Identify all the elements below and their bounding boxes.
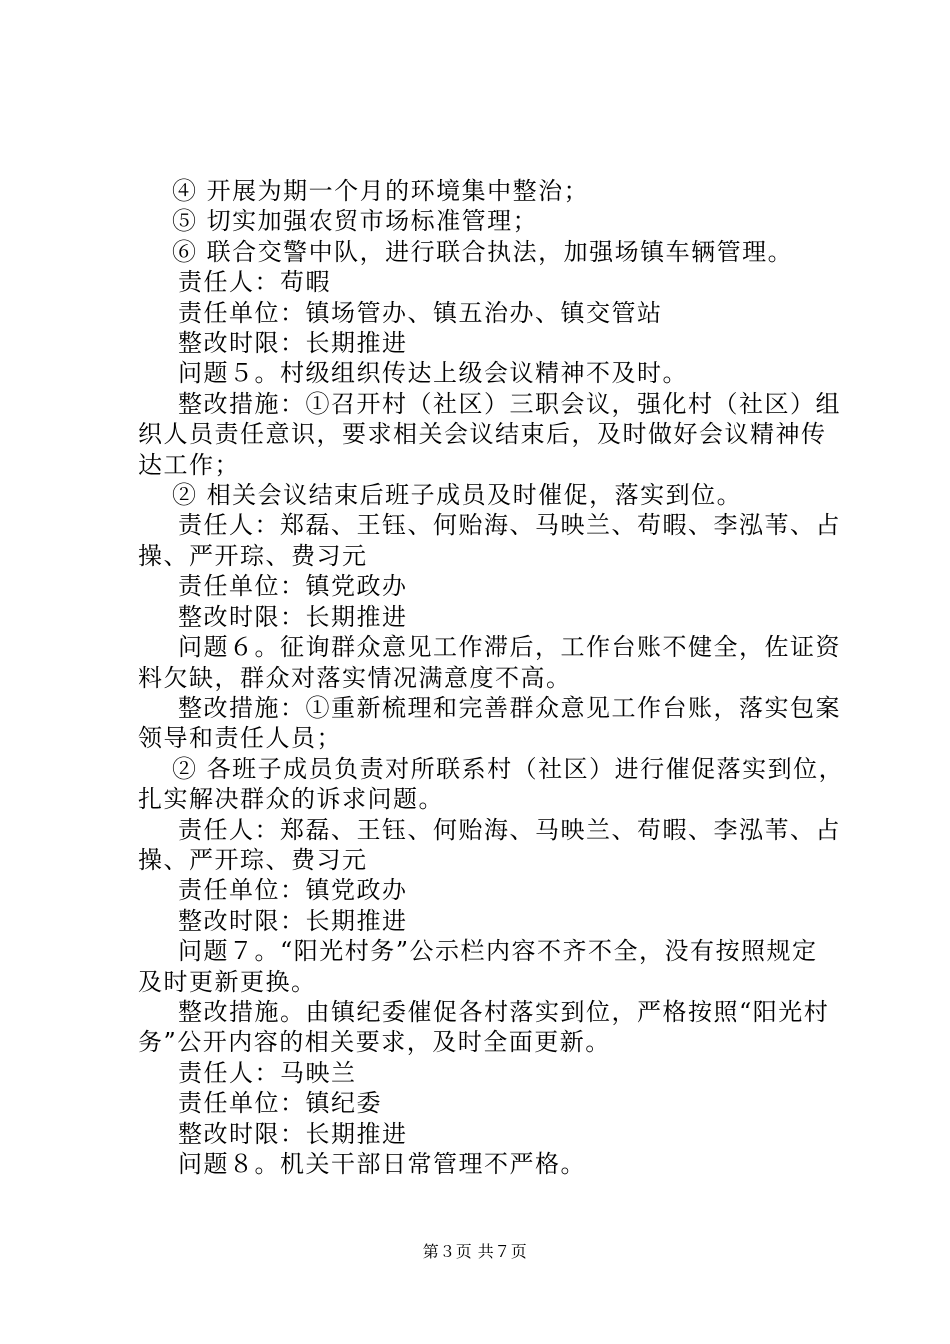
issue-6-heading-cont: 料欠缺，群众对落实情况满意度不高。 [138, 663, 572, 692]
deadline: 整改时限：长期推进 [178, 602, 408, 631]
responsible-unit: 责任单位：镇纪委 [178, 1089, 382, 1118]
measure-item-4: ④ 开展为期一个月的环境集中整治； [172, 177, 590, 205]
responsible-person: 责任人：马映兰 [178, 1058, 357, 1087]
issue-5-heading: 问题５。村级组织传达上级会议精神不及时。 [178, 359, 688, 388]
responsible-person: 责任人：郑磊、王钰、何贻海、马映兰、苟暇、李泓苇、占 [178, 511, 841, 540]
page-number-footer: 第３页 共７页 [422, 1242, 528, 1261]
measure-item-6: ⑥ 联合交警中队，进行联合执法，加强场镇车辆管理。 [172, 237, 794, 266]
issue-7-measures-cont: 务”公开内容的相关要求，及时全面更新。 [138, 1028, 611, 1057]
responsible-person-cont: 操、严开琮、费习元 [138, 541, 368, 570]
issue-5-measures-cont: 织人员责任意识，要求相关会议结束后，及时做好会议精神传 [138, 420, 827, 449]
responsible-person: 责任人：郑磊、王钰、何贻海、马映兰、苟暇、李泓苇、占 [178, 815, 841, 844]
deadline: 整改时限：长期推进 [178, 906, 408, 935]
issue-6-measures-cont: 领导和责任人员； [138, 724, 342, 753]
issue-6-measure-2-cont: 扎实解决群众的诉求问题。 [138, 785, 444, 814]
document-body [138, 176, 845, 1179]
deadline: 整改时限：长期推进 [178, 329, 408, 358]
deadline: 整改时限：长期推进 [178, 1119, 408, 1148]
responsible-person: 责任人：苟暇 [178, 268, 331, 297]
responsible-unit: 责任单位：镇场管办、镇五治办、镇交管站 [178, 298, 663, 327]
issue-7-heading: 问题７。“阳光村务”公示栏内容不齐不全，没有按照规定 [178, 937, 818, 966]
issue-7-measures: 整改措施。由镇纪委催促各村落实到位，严格按照“阳光村 [178, 997, 830, 1026]
measure-item-5: ⑤ 切实加强农贸市场标准管理； [172, 207, 539, 236]
issue-7-heading-cont: 及时更新更换。 [138, 967, 317, 996]
issue-5-measures: 整改措施：①召开村（社区）三职会议，强化村（社区）组 [178, 389, 841, 418]
issue-5-measure-2: ② 相关会议结束后班子成员及时催促，落实到位。 [172, 481, 743, 510]
responsible-person-cont: 操、严开琮、费习元 [138, 845, 368, 874]
issue-6-measures: 整改措施：①重新梳理和完善群众意见工作台账，落实包案 [178, 693, 841, 722]
responsible-unit: 责任单位：镇党政办 [178, 572, 408, 601]
issue-8-heading: 问题８。机关干部日常管理不严格。 [178, 1150, 586, 1178]
issue-6-measure-2: ② 各班子成员负责对所联系村（社区）进行催促落实到位， [172, 754, 845, 783]
responsible-unit: 责任单位：镇党政办 [178, 876, 408, 905]
issue-5-measures-cont: 达工作； [138, 450, 240, 479]
issue-6-heading: 问题６。征询群众意见工作滞后，工作台账不健全，佐证资 [178, 633, 841, 662]
